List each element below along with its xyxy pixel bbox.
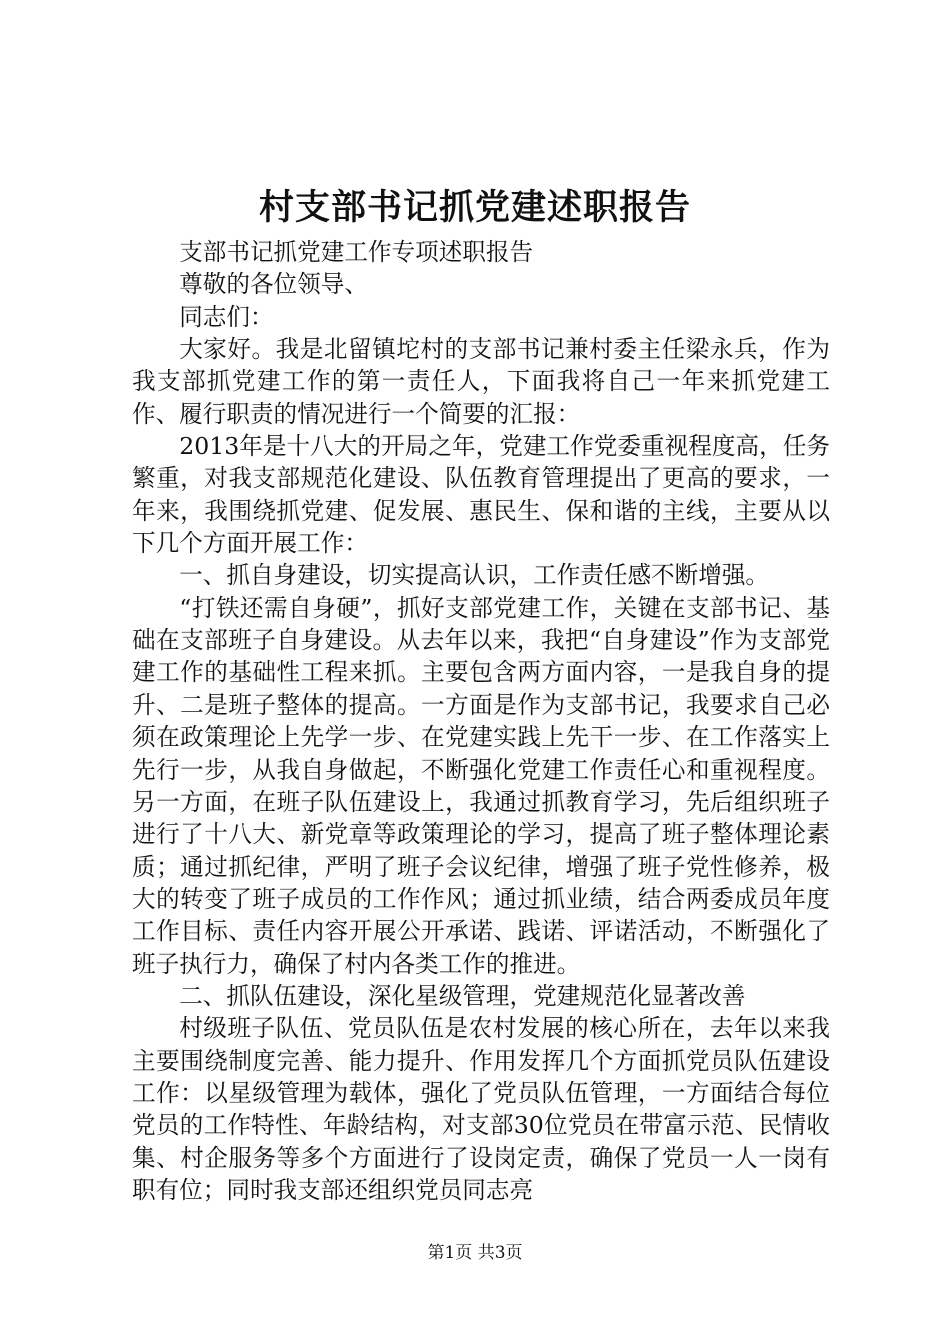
salutation-paragraph: 尊敬的各位领导、 xyxy=(179,270,368,299)
body-paragraph: 大家好。我是北留镇坨村的支部书记兼村委主任梁永兵，作为我支部抓党建工作的第一责任人，下面我将自己一年来抓党建工作、履行职责的情况进行一个简要的汇报： xyxy=(132,335,830,428)
subtitle-paragraph: 支部书记抓党建工作专项述职报告 xyxy=(179,238,534,266)
body-paragraph: 村级班子队伍、党员队伍是农村发展的核心所在，去年以来我主要围绕制度完善、能力提升、作用发挥几个方面抓党员队伍建设工作：以星级管理为载体，强化了党员队伍管理，一方面结合每位党员的工作特性、年龄结构，对支部30位党员在带富示范、民情收集、村企服务等多个方面进行了设岗定责，确保了党员一人一岗有职有位；同时我支部还组织党员同志亮 xyxy=(132,1014,830,1204)
section-heading: 一、抓自身建设，切实提高认识，工作责任感不断增强。 xyxy=(179,561,770,590)
page-footer: 第1页 共3页 xyxy=(427,1243,523,1263)
document-body xyxy=(132,236,830,1206)
salutation-paragraph: 同志们： xyxy=(179,302,274,331)
document-title: 村支部书记抓党建述职报告 xyxy=(258,187,691,228)
body-paragraph: “打铁还需自身硬”，抓好支部党建工作，关键在支部书记、基础在支部班子自身建设。从去年以来，我把“自身建设”作为支部党建工作的基础性工程来抓。主要包含两方面内容，一是我自身的提升、二是班子整体的提高。一方面是作为支部书记，我要求自己必须在政策理论上先学一步、在党建实践上先干一步、在工作落实上先行一步，从我自身做起，不断强化党建工作责任心和重视程度。另一方面，在班子队伍建设上，我通过抓教育学习，先后组织班子进行了十八大、新党章等政策理论的学习，提高了班子整体理论素质；通过抓纪律，严明了班子会议纪律，增强了班子党性修养，极大的转变了班子成员的工作作风；通过抓业绩，结合两委成员年度工作目标、责任内容开展公开承诺、践诺、评诺活动，不断强化了班子执行力，确保了村内各类工作的推进。 xyxy=(132,593,830,978)
body-paragraph: 2013年是十八大的开局之年，党建工作党委重视程度高，任务繁重，对我支部规范化建设、队伍教育管理提出了更高的要求，一年来，我围绕抓党建、促发展、惠民生、保和谐的主线，主要从以下几个方面开展工作： xyxy=(132,432,830,558)
section-heading: 二、抓队伍建设，深化星级管理，党建规范化显著改善 xyxy=(179,981,746,1010)
